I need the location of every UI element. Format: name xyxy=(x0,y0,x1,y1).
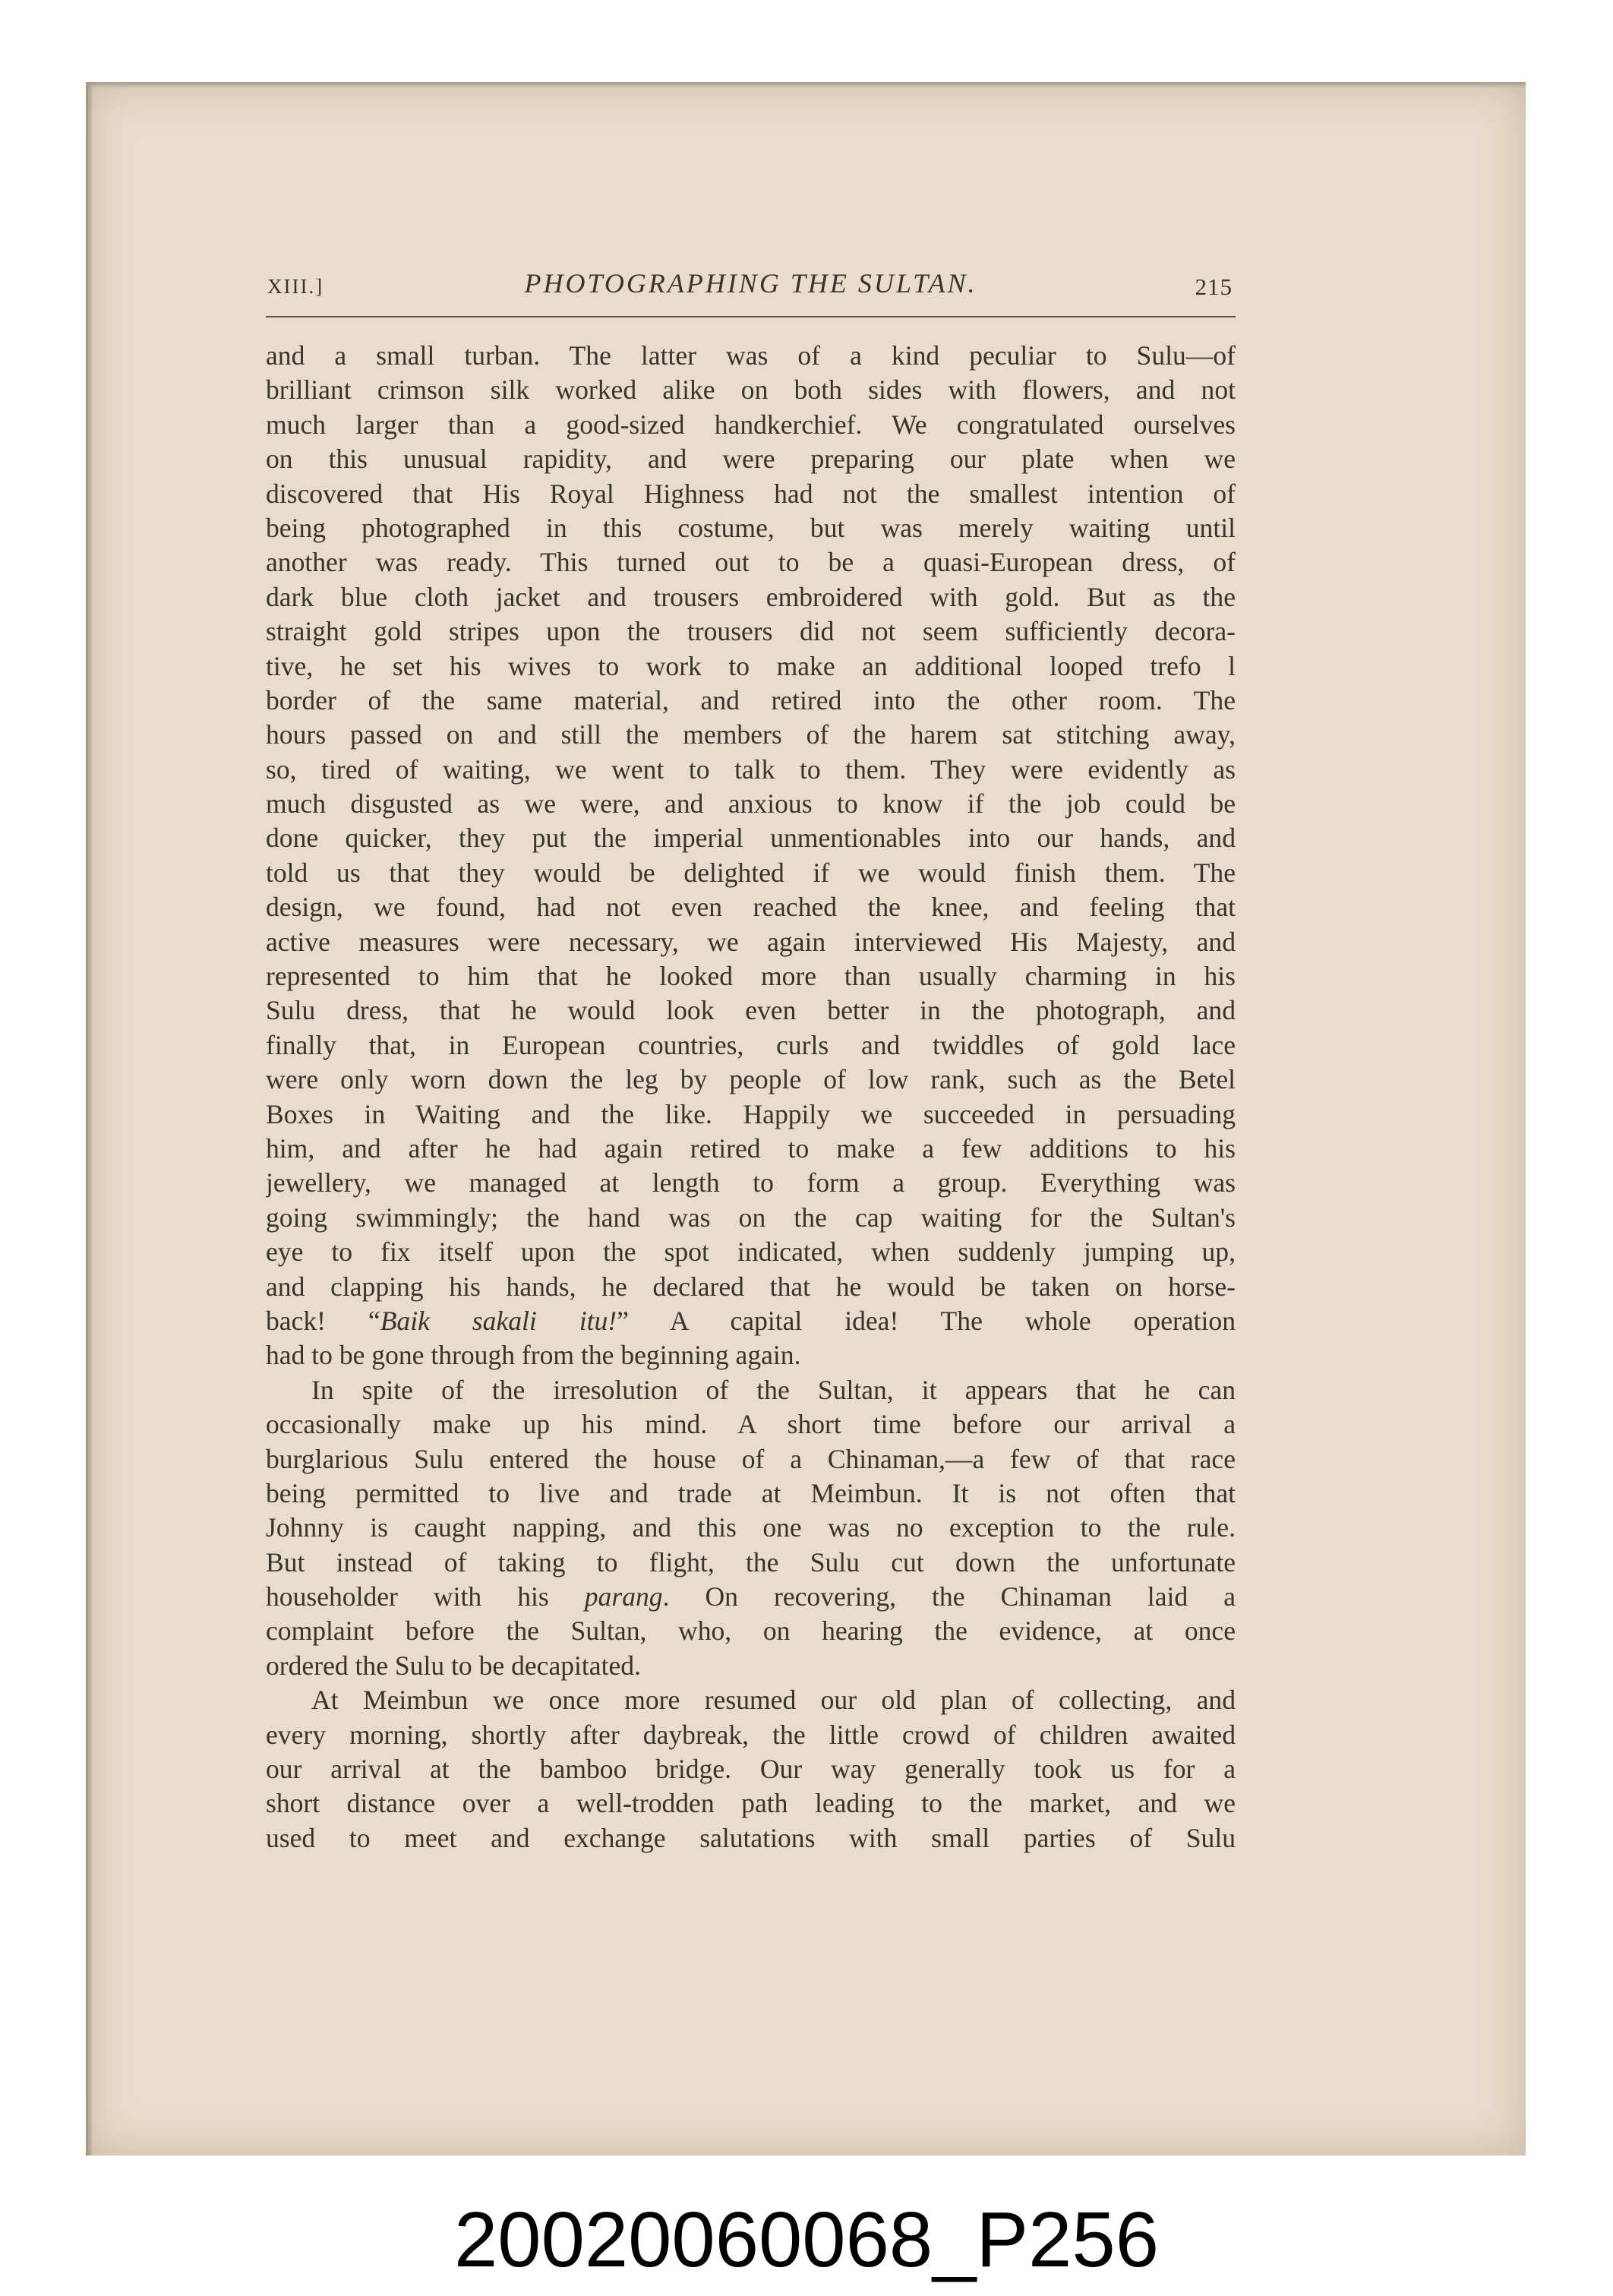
text-line: brilliant crimson silk worked alike on both sides with flowers, and not xyxy=(266,374,1236,406)
paragraph-first-line: In spite of the irresolution of the Sultan, it appears that he can xyxy=(311,1374,1236,1405)
text-line: hours passed on and still the members of the harem sat stitching away, xyxy=(266,719,1236,750)
archive-id-caption: 20020060068_P256 xyxy=(454,2196,1159,2283)
text-line: Johnny is caught napping, and this one was no exception to the rule. xyxy=(266,1512,1236,1543)
text-line: and clapping his hands, he declared that he would be taken on horse- xyxy=(266,1271,1236,1302)
paragraph-end-line: ordered the Sulu to be decapitated. xyxy=(266,1650,641,1681)
text-line: But instead of taking to flight, the Sulu cut down the unfortunate xyxy=(266,1546,1236,1578)
chapter-number: XIII.] xyxy=(267,275,324,298)
text-line: much disgusted as we were, and anxious to know if the job could be xyxy=(266,788,1236,820)
text-line: on this unusual rapidity, and were preparing our plate when we xyxy=(266,444,1236,475)
text-line xyxy=(266,1580,1236,1614)
paragraph-first-line: At Meimbun we once more resumed our old plan of collecting, and xyxy=(311,1685,1236,1716)
text-line: and a small turban. The latter was of a kind peculiar to Sulu—of xyxy=(266,340,1236,371)
text-line: used to meet and exchange salutations with small parties of Sulu xyxy=(266,1822,1236,1853)
text-line: Boxes in Waiting and the like. Happily we succeeded in persuading xyxy=(266,1098,1236,1129)
text-line: told us that they would be delighted if we would finish them. The xyxy=(266,857,1236,888)
text-line: much larger than a good-sized handkerchief. We congratulated ourselves xyxy=(266,409,1236,440)
text-line: straight gold stripes upon the trousers did not seem sufficiently decora- xyxy=(266,616,1236,647)
paragraph-end-line: had to be gone through from the beginning again. xyxy=(266,1340,801,1371)
text-line: tive, he set his wives to work to make an additional looped trefo l xyxy=(266,650,1236,681)
text-line: going swimmingly; the hand was on the cap waiting for the Sultan's xyxy=(266,1202,1236,1233)
page-number: 215 xyxy=(1195,273,1233,300)
text-line: another was ready. This turned out to be a quasi-European dress, of xyxy=(266,547,1236,578)
italic-phrase: Baik sakali itu! xyxy=(380,1305,617,1336)
text-line: occasionally make up his mind. A short time before our arrival a xyxy=(266,1409,1236,1440)
page-shadow-top xyxy=(86,82,1526,88)
text-line: were only worn down the leg by people of low rank, such as the Betel xyxy=(266,1064,1236,1095)
text-line: every morning, shortly after daybreak, the little crowd of children awaited xyxy=(266,1719,1236,1750)
text-line: being permitted to live and trade at Meimbun. It is not often that xyxy=(266,1477,1236,1508)
text-line: done quicker, they put the imperial unmentionables into our hands, and xyxy=(266,823,1236,854)
body-text xyxy=(266,339,1236,1855)
text-line: design, we found, had not even reached the knee, and feeling that xyxy=(266,892,1236,923)
text-run: . On recovering, the Chinaman laid a xyxy=(662,1581,1236,1612)
text-line: represented to him that he looked more than usually charming in his xyxy=(266,961,1236,992)
text-line: burglarious Sulu entered the house of a Chinaman,—a few of that race xyxy=(266,1443,1236,1474)
italic-word: parang xyxy=(584,1581,663,1612)
text-line: our arrival at the bamboo bridge. Our way generally took us for a xyxy=(266,1754,1236,1785)
text-run: householder with his xyxy=(266,1581,585,1612)
text-run: ” A capital idea! The whole operation xyxy=(617,1305,1236,1336)
text-line: so, tired of waiting, we went to talk to them. They were evidently as xyxy=(266,753,1236,785)
text-line: being photographed in this costume, but was merely waiting until xyxy=(266,512,1236,543)
text-line: eye to fix itself upon the spot indicated, when suddenly jumping up, xyxy=(266,1236,1236,1268)
running-title: PHOTOGRAPHING THE SULTAN. xyxy=(524,268,977,298)
text-line: jewellery, we managed at length to form a group. Everything was xyxy=(266,1167,1236,1199)
text-line: finally that, in European countries, curls and twiddles of gold lace xyxy=(266,1029,1236,1060)
running-header xyxy=(266,267,1236,313)
text-run: back! “ xyxy=(266,1305,380,1336)
page-shadow-left xyxy=(86,82,93,2155)
text-line: short distance over a well-trodden path leading to the market, and we xyxy=(266,1788,1236,1819)
text-line: dark blue cloth jacket and trousers embroidered with gold. But as the xyxy=(266,581,1236,612)
header-rule xyxy=(266,316,1236,317)
text-line: complaint before the Sultan, who, on hearing the evidence, at once xyxy=(266,1615,1236,1647)
text-line: discovered that His Royal Highness had not the smallest intention of xyxy=(266,478,1236,509)
text-line xyxy=(266,1304,1236,1338)
text-line: him, and after he had again retired to make a few additions to his xyxy=(266,1132,1236,1164)
text-line: Sulu dress, that he would look even better in the photograph, and xyxy=(266,995,1236,1026)
text-line: border of the same material, and retired into the other room. The xyxy=(266,684,1236,715)
text-line: active measures were necessary, we again interviewed His Majesty, and xyxy=(266,926,1236,957)
